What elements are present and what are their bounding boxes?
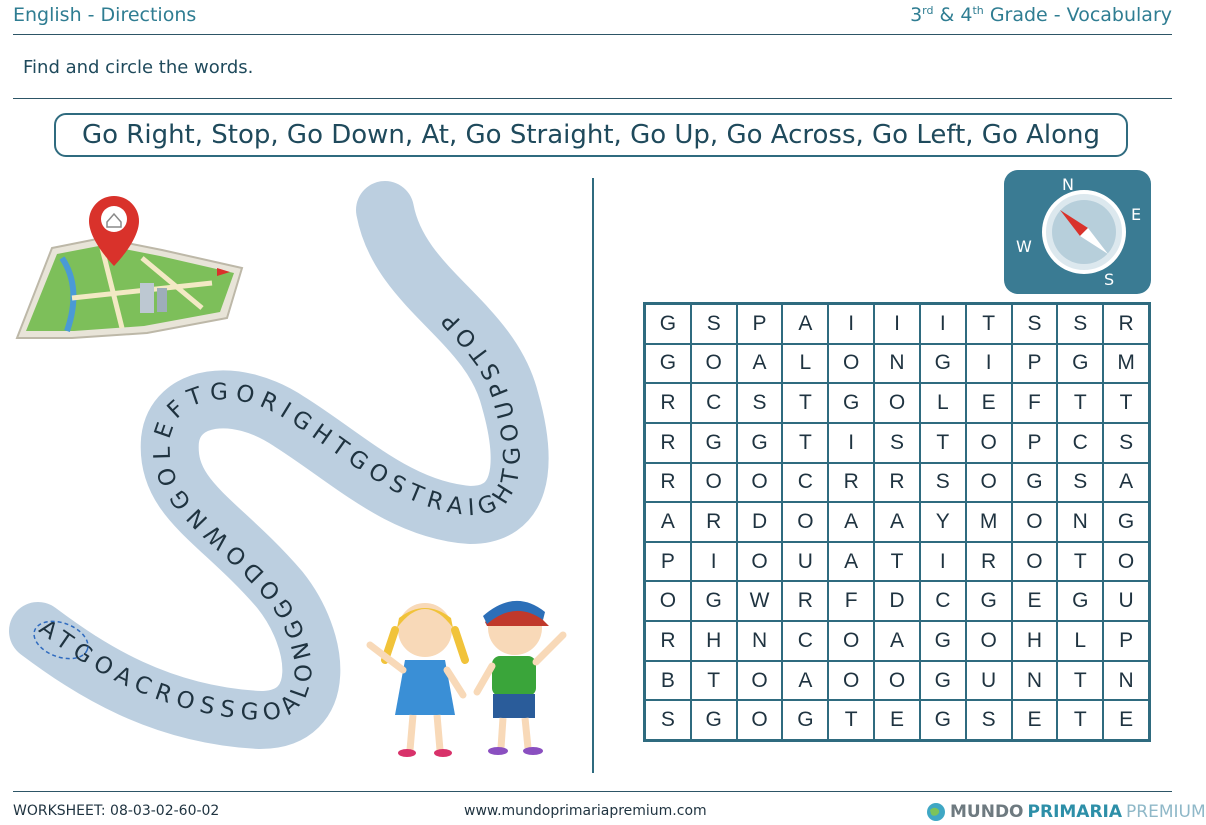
grid-cell[interactable]: G [1103, 502, 1149, 542]
grid-cell[interactable]: A [874, 621, 920, 661]
grid-cell[interactable]: T [1057, 700, 1103, 740]
grid-cell[interactable]: R [645, 383, 691, 423]
grid-cell[interactable]: S [1103, 423, 1149, 463]
word-search-grid [643, 302, 1151, 742]
grid-cell[interactable]: B [645, 661, 691, 701]
grid-cell[interactable]: C [782, 621, 828, 661]
grid-cell[interactable]: C [691, 383, 737, 423]
brand-part-1: MUNDO [950, 802, 1024, 822]
grid-cell[interactable]: A [645, 502, 691, 542]
grid-cell[interactable]: O [1012, 502, 1058, 542]
brand-logo [926, 802, 1206, 822]
grid-cell[interactable]: O [691, 463, 737, 503]
grid-cell[interactable]: L [920, 383, 966, 423]
grid-cell[interactable]: L [1057, 621, 1103, 661]
column-divider [592, 178, 594, 773]
grid-cell[interactable]: T [966, 304, 1012, 344]
grid-cell[interactable]: S [737, 383, 783, 423]
header-subject: English - Directions [13, 4, 197, 26]
grid-cell[interactable]: F [1012, 383, 1058, 423]
grid-cell[interactable]: G [920, 700, 966, 740]
grid-cell[interactable]: T [920, 423, 966, 463]
grid-cell[interactable]: G [645, 304, 691, 344]
instruction-text: Find and circle the words. [23, 57, 254, 78]
brand-part-2: PRIMARIA [1027, 802, 1123, 822]
grid-cell[interactable]: E [1012, 700, 1058, 740]
grid-cell[interactable]: O [1103, 542, 1149, 582]
grid-cell[interactable]: A [828, 502, 874, 542]
grid-cell[interactable]: G [920, 344, 966, 384]
grid-cell[interactable]: G [1057, 344, 1103, 384]
footer-rule [13, 791, 1172, 792]
grid-cell[interactable]: S [874, 423, 920, 463]
brand-part-3: PREMIUM [1126, 802, 1206, 822]
worksheet-code: WORKSHEET: 08-03-02-60-02 [13, 803, 220, 819]
grid-cell[interactable]: H [691, 621, 737, 661]
grid-cell[interactable]: A [874, 502, 920, 542]
grid-cell[interactable]: D [737, 502, 783, 542]
header-grade: 3rd & 4th Grade - Vocabulary [910, 4, 1172, 26]
grid-cell[interactable]: T [782, 383, 828, 423]
grid-cell[interactable]: O [828, 344, 874, 384]
grid-cell[interactable]: E [874, 700, 920, 740]
grid-cell[interactable]: C [782, 463, 828, 503]
grid-cell[interactable]: I [920, 542, 966, 582]
grid-cell[interactable]: M [1103, 344, 1149, 384]
website-link[interactable]: www.mundoprimariapremium.com [464, 803, 707, 819]
grid-cell[interactable]: E [1012, 581, 1058, 621]
grid-cell[interactable]: N [1103, 661, 1149, 701]
grid-cell[interactable]: S [691, 304, 737, 344]
svg-text:E: E [1131, 205, 1142, 224]
grid-cell[interactable]: O [737, 542, 783, 582]
grid-cell[interactable]: O [737, 700, 783, 740]
grid-cell[interactable]: G [966, 581, 1012, 621]
grid-cell[interactable]: O [645, 581, 691, 621]
svg-text:W: W [1016, 237, 1032, 256]
grid-cell[interactable]: S [645, 700, 691, 740]
grid-cell[interactable]: T [1103, 383, 1149, 423]
grid-cell[interactable]: S [1057, 304, 1103, 344]
grid-cell[interactable]: A [737, 344, 783, 384]
grid-cell[interactable]: M [966, 502, 1012, 542]
grid-cell[interactable]: P [1012, 423, 1058, 463]
grid-cell[interactable]: H [1012, 621, 1058, 661]
word-list: Go Right, Stop, Go Down, At, Go Straight, Go Up, Go Across, Go Left, Go Along [81, 120, 1101, 150]
grid-cell[interactable]: W [737, 581, 783, 621]
grid-cell[interactable]: A [782, 661, 828, 701]
grid-cell[interactable]: T [782, 423, 828, 463]
grid-cell[interactable]: R [966, 542, 1012, 582]
grid-cell[interactable]: O [737, 463, 783, 503]
word-list-box [54, 113, 1128, 157]
globe-icon [926, 802, 946, 822]
grid-cell[interactable]: T [1057, 542, 1103, 582]
grid-cell[interactable]: P [1103, 621, 1149, 661]
grid-cell[interactable]: R [645, 621, 691, 661]
grid-cell[interactable]: U [782, 542, 828, 582]
grid-cell[interactable]: L [782, 344, 828, 384]
grid-cell[interactable]: R [828, 463, 874, 503]
grid-cell[interactable]: G [828, 383, 874, 423]
grid-cell[interactable]: I [828, 304, 874, 344]
compass-icon [1004, 170, 1151, 294]
grid-cell[interactable]: R [645, 423, 691, 463]
grid-cell[interactable]: R [691, 502, 737, 542]
grid-cell[interactable]: O [782, 502, 828, 542]
grid-cell[interactable]: P [737, 304, 783, 344]
grid-cell[interactable]: P [1012, 344, 1058, 384]
grid-cell[interactable]: I [966, 344, 1012, 384]
grid-cell[interactable]: O [966, 463, 1012, 503]
grid-cell[interactable]: R [1103, 304, 1149, 344]
grid-cell[interactable]: T [828, 700, 874, 740]
grid-cell[interactable]: S [920, 463, 966, 503]
grid-cell[interactable]: O [828, 621, 874, 661]
grid-cell[interactable]: E [966, 383, 1012, 423]
grid-cell[interactable]: I [828, 423, 874, 463]
grid-cell[interactable]: S [966, 700, 1012, 740]
grid-cell[interactable]: I [691, 542, 737, 582]
header-rule [13, 34, 1172, 35]
grid-cell[interactable]: C [920, 581, 966, 621]
kids-illustration [365, 590, 575, 765]
grid-cell[interactable]: E [1103, 700, 1149, 740]
grid-cell[interactable]: U [966, 661, 1012, 701]
grid-cell[interactable]: O [874, 661, 920, 701]
grid-cell[interactable]: R [874, 463, 920, 503]
grid-cell[interactable]: R [645, 463, 691, 503]
grid-cell[interactable]: S [1012, 304, 1058, 344]
grid-cell[interactable]: T [1057, 383, 1103, 423]
grid-cell[interactable]: I [874, 304, 920, 344]
grid-cell[interactable]: I [920, 304, 966, 344]
grid-cell[interactable]: A [828, 542, 874, 582]
grid-cell[interactable]: N [874, 344, 920, 384]
grid-cell[interactable]: G [920, 661, 966, 701]
grid-cell[interactable]: O [966, 423, 1012, 463]
grid-cell[interactable]: O [691, 344, 737, 384]
grid-cell[interactable]: N [1057, 502, 1103, 542]
grid-cell[interactable]: O [1012, 542, 1058, 582]
grid-cell[interactable]: O [966, 621, 1012, 661]
grid-cell[interactable]: U [1103, 581, 1149, 621]
grid-cell[interactable]: G [691, 700, 737, 740]
grid-cell[interactable]: A [1103, 463, 1149, 503]
grid-cell[interactable]: C [1057, 423, 1103, 463]
grid-cell[interactable]: T [691, 661, 737, 701]
svg-text:N: N [1062, 175, 1074, 194]
grid-cell[interactable]: F [828, 581, 874, 621]
grid-cell[interactable]: T [1057, 661, 1103, 701]
grid-cell[interactable]: G [1012, 463, 1058, 503]
grid-cell[interactable]: G [645, 344, 691, 384]
grid-cell[interactable]: D [874, 581, 920, 621]
grid-cell[interactable]: N [737, 621, 783, 661]
grid-cell[interactable]: O [828, 661, 874, 701]
path-letters: ATGOACROSSGOALONGGODOWNGOLEFTGORIGHTGOSTRAIGHTGOUPSTOP [34, 302, 527, 727]
grid-cell[interactable]: A [782, 304, 828, 344]
grid-cell[interactable]: O [737, 661, 783, 701]
grid-cell[interactable]: Y [920, 502, 966, 542]
grid-cell[interactable]: S [1057, 463, 1103, 503]
grid-cell[interactable]: G [920, 621, 966, 661]
grid-cell[interactable]: G [691, 423, 737, 463]
grid-cell[interactable]: G [782, 700, 828, 740]
grid-cell[interactable]: G [737, 423, 783, 463]
grid-cell[interactable]: T [874, 542, 920, 582]
grid-cell[interactable]: G [691, 581, 737, 621]
instruction-rule [13, 98, 1172, 99]
grid-cell[interactable]: O [874, 383, 920, 423]
grid-cell[interactable]: P [645, 542, 691, 582]
grid-cell[interactable]: N [1012, 661, 1058, 701]
grid-cell[interactable]: G [1057, 581, 1103, 621]
grid-cell[interactable]: R [782, 581, 828, 621]
svg-text:S: S [1104, 270, 1115, 289]
